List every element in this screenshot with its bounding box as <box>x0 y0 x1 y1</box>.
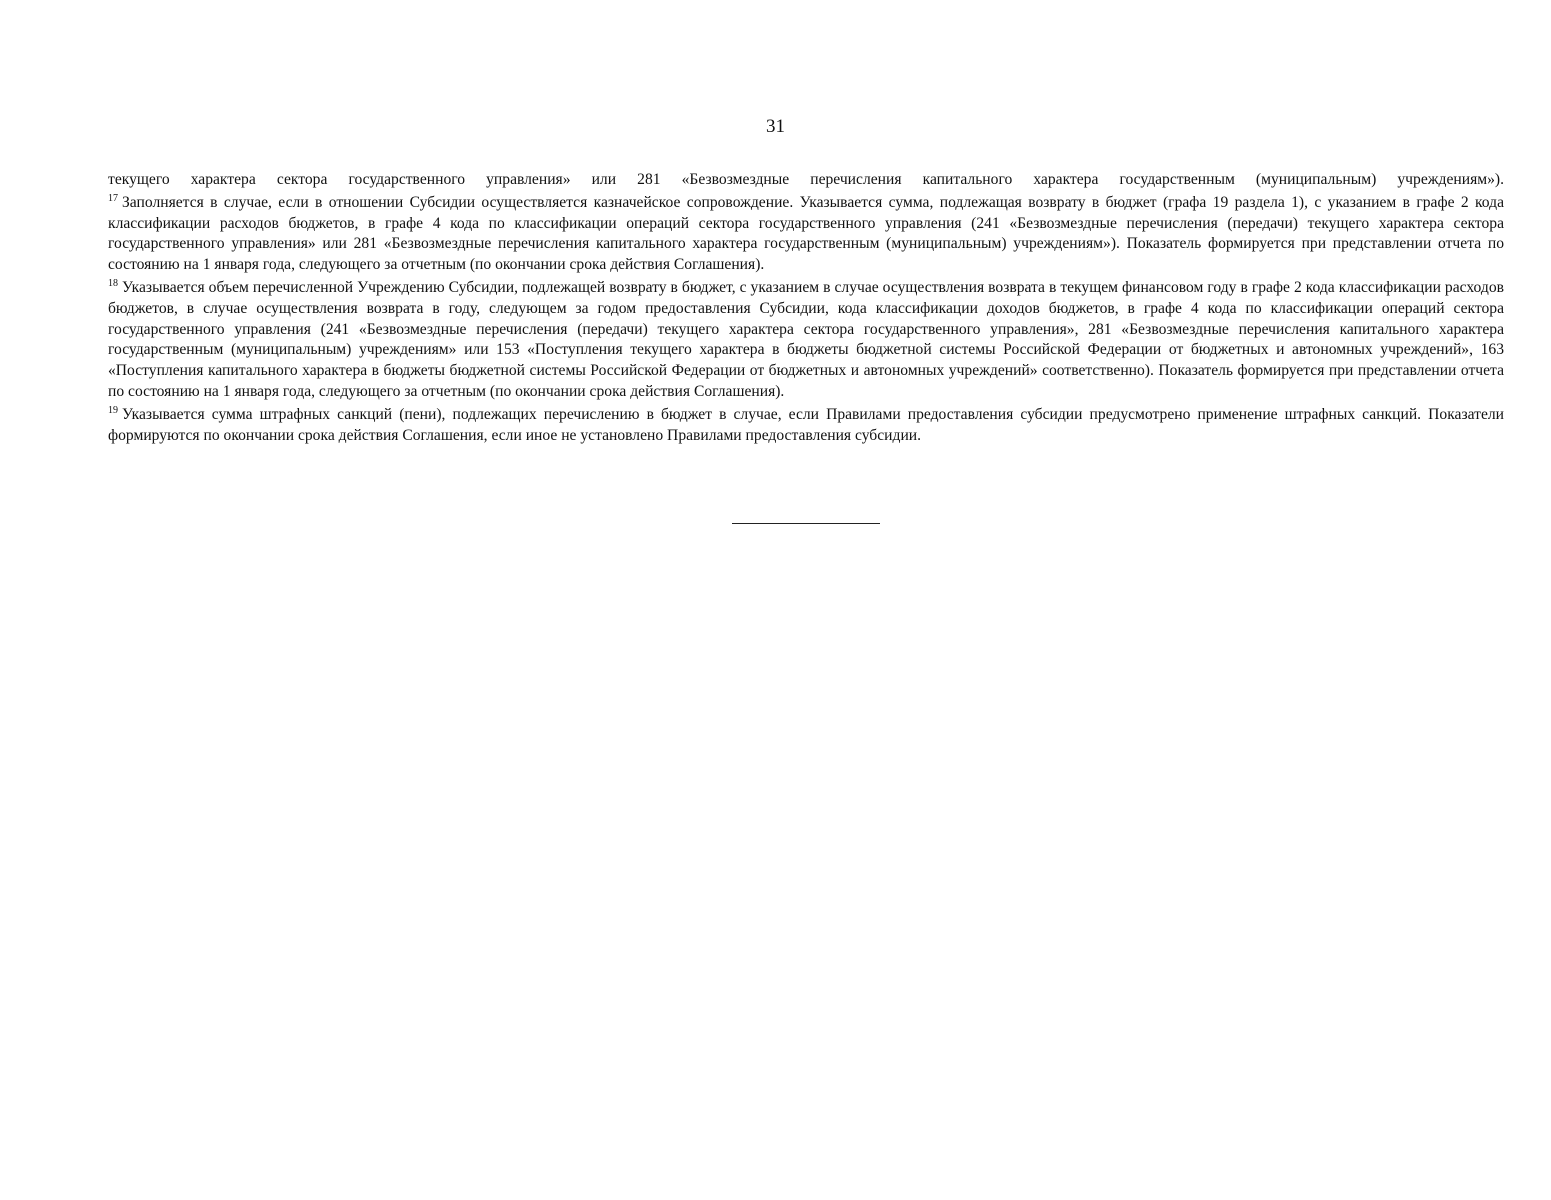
footnote-continuation: текущего характера сектора государственного управления» или 281 «Безвозмездные перечисления капитального характера государственным (муниципальным) учреждениям»). <box>108 171 1504 188</box>
footnote-17 <box>108 193 1504 276</box>
footnote-marker: 18 <box>108 277 118 289</box>
footnote-marker: 17 <box>108 192 118 204</box>
footnote-text: Указывается объем перечисленной Учреждению Субсидии, подлежащей возврату в бюджет, с указанием в случае осуществления возврата в текущем финансовом году в графе 2 кода классификации расходов бюджетов, в случае осуществления возврата в году, следующем за годом предоставления Субсидии, кода классификации доходов бюджетов, в графе 4 кода по классификации операций сектора государственного управления (241 «Безвозмездные перечисления (передачи) текущего характера сектора государственного управления», 281 «Безвозмездные перечисления капитального характера государственным (муниципальным) учреждениям» или 153 «Поступления текущего характера в бюджеты бюджетной системы Российской Федерации от бюджетных и автономных учреждений», 163 «Поступления капитального характера в бюджеты бюджетной системы Российской Федерации от бюджетных и автономных учреждений» соответственно). Показатель формируется при представлении отчета по состоянию на 1 января года, следующего за отчетным (по окончании срока действия Соглашения). <box>108 278 1504 400</box>
page-number: 31 <box>766 116 785 137</box>
footnotes-block <box>108 170 1504 448</box>
footnote-text: Указывается сумма штрафных санкций (пени), подлежащих перечислению в бюджет в случае, если Правилами предоставления субсидии предусмотрено применение штрафных санкций. Показатели формируются по окончании срока действия Соглашения, если иное не установлено Правилами предоставления субсидии. <box>108 405 1504 444</box>
footnote-19 <box>108 405 1504 447</box>
footnote-18 <box>108 278 1504 403</box>
footnote-marker: 19 <box>108 404 118 416</box>
end-separator-line <box>732 523 880 524</box>
footnote-text: Заполняется в случае, если в отношении Субсидии осуществляется казначейское сопровождение. Указывается сумма, подлежащая возврату в бюджет (графа 19 раздела 1), с указанием в графе 2 кода классификации расходов бюджетов, в графе 4 кода по классификации операций сектора государственного управления (241 «Безвозмездные перечисления (передачи) текущего характера сектора государственного управления» или 281 «Безвозмездные перечисления капитального характера государственным (муниципальным) учреждениям»). Показатель формируется при представлении отчета по состоянию на 1 января года, следующего за отчетным (по окончании срока действия Соглашения). <box>108 193 1504 274</box>
